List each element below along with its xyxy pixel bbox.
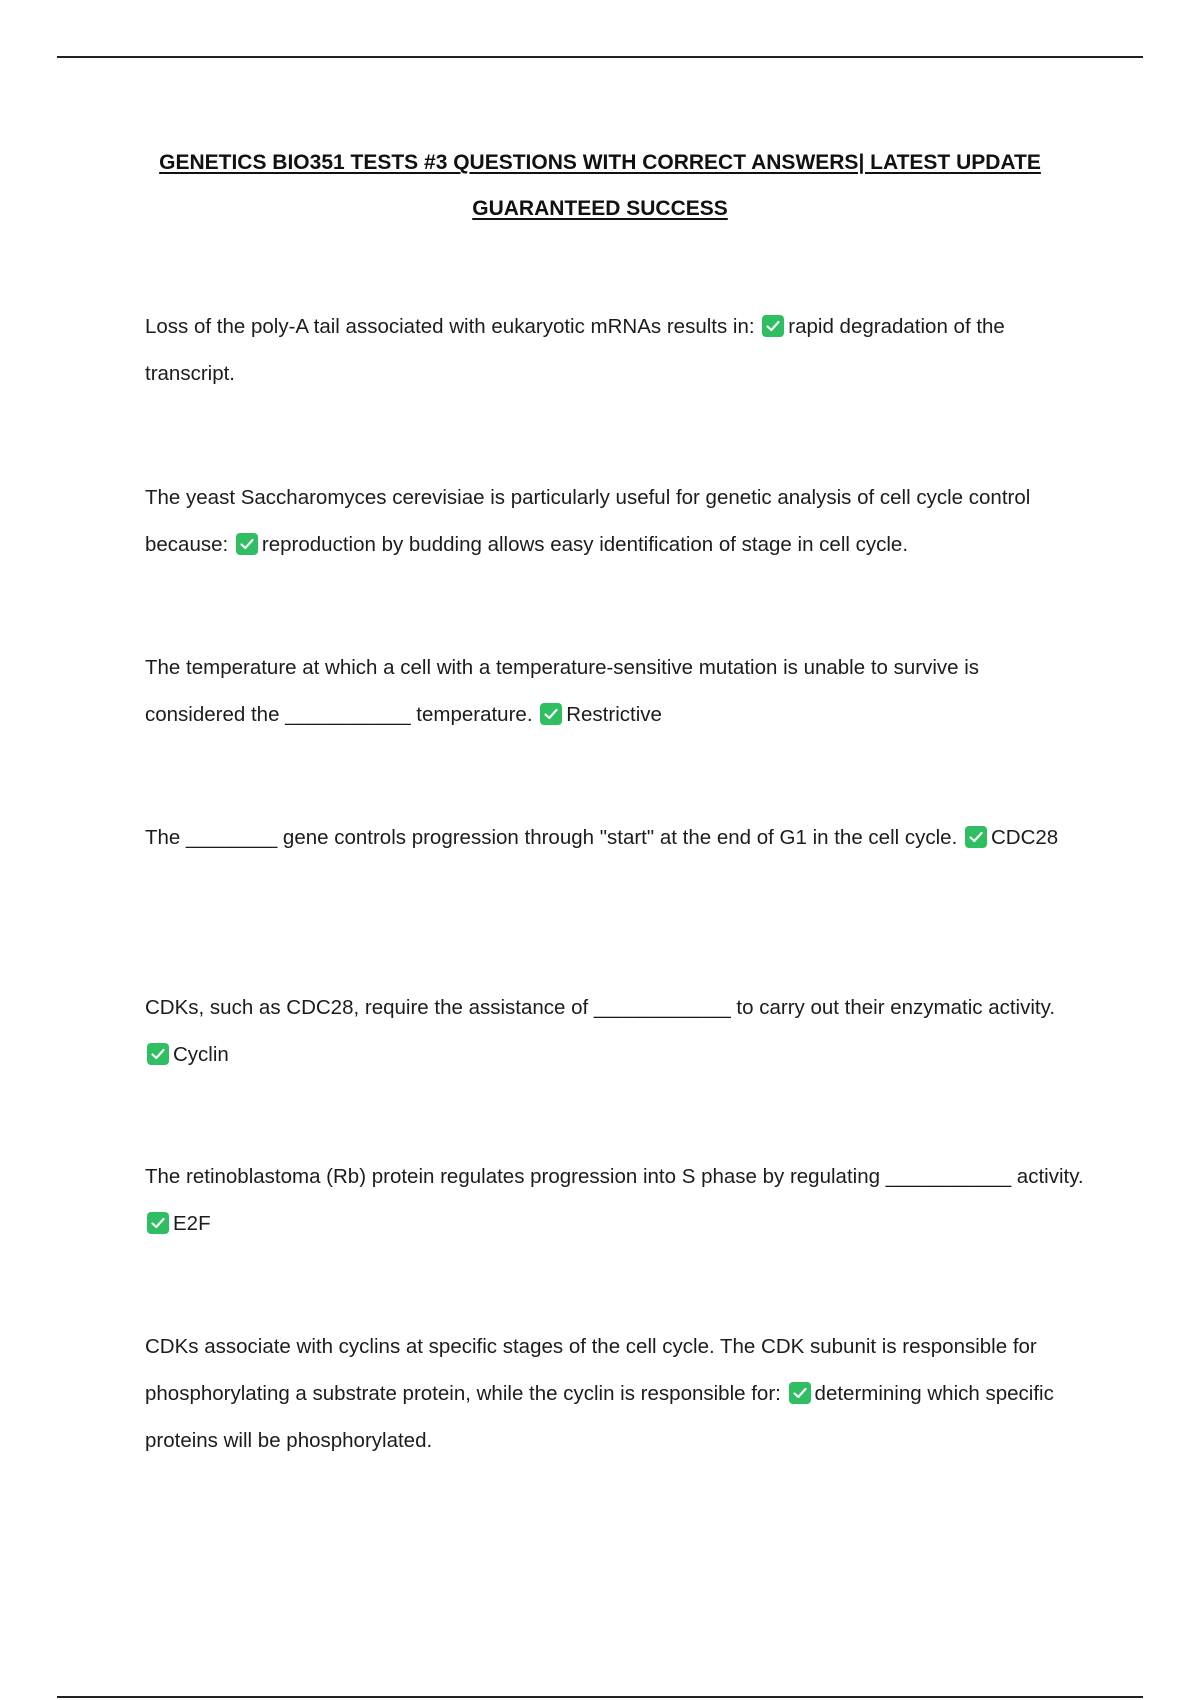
qa-item-6 (145, 1153, 1085, 1247)
question-text: The ________ gene controls progression through "start" at the end of G1 in the cell cycle. (145, 826, 958, 849)
question-text: Loss of the poly-A tail associated with eukaryotic mRNAs results in: (145, 315, 755, 338)
check-mark-icon (762, 315, 784, 337)
check-mark-icon (147, 1212, 169, 1234)
check-mark-icon (236, 533, 258, 555)
answer-text: rapid degradation of the transcript. (145, 315, 1005, 385)
check-mark-icon (540, 703, 562, 725)
answer-text: E2F (173, 1212, 211, 1235)
qa-item-4 (145, 814, 1085, 861)
question-text: CDKs, such as CDC28, require the assistance of ____________ to carry out their enzymatic activity. (145, 996, 1056, 1019)
page-title (0, 140, 1200, 232)
question-text: The yeast Saccharomyces cerevisiae is particularly useful for genetic analysis of cell cycle control because: (145, 486, 1031, 556)
check-mark-icon (789, 1382, 811, 1404)
top-divider (57, 56, 1143, 58)
question-text: The temperature at which a cell with a temperature-sensitive mutation is unable to survive is considered the ___________ temperature. (145, 656, 980, 726)
answer-text: determining which specific proteins will be phosphorylated. (145, 1382, 1054, 1452)
check-mark-icon (965, 826, 987, 848)
question-text: The retinoblastoma (Rb) protein regulates progression into S phase by regulating ___________ activity. (145, 1165, 1084, 1188)
qa-item-1 (145, 303, 1085, 397)
qa-item-3 (145, 644, 1085, 738)
answer-text: reproduction by budding allows easy identification of stage in cell cycle. (261, 533, 909, 556)
qa-item-5 (145, 984, 1085, 1078)
qa-item-7 (145, 1323, 1085, 1464)
answer-text: Cyclin (173, 1043, 229, 1066)
page-title-line-2: GUARANTEED SUCCESS (472, 197, 728, 220)
check-mark-icon (147, 1043, 169, 1065)
page-title-line-1: GENETICS BIO351 TESTS #3 QUESTIONS WITH CORRECT ANSWERS| LATEST UPDATE (159, 151, 1041, 174)
question-text: CDKs associate with cyclins at specific stages of the cell cycle. The CDK subunit is responsible for phosphorylating a substrate protein, while the cyclin is responsible for: (145, 1335, 1037, 1405)
answer-text: Restrictive (566, 703, 662, 726)
answer-text: CDC28 (990, 826, 1059, 849)
qa-item-2 (145, 474, 1085, 568)
bottom-divider (57, 1696, 1143, 1698)
